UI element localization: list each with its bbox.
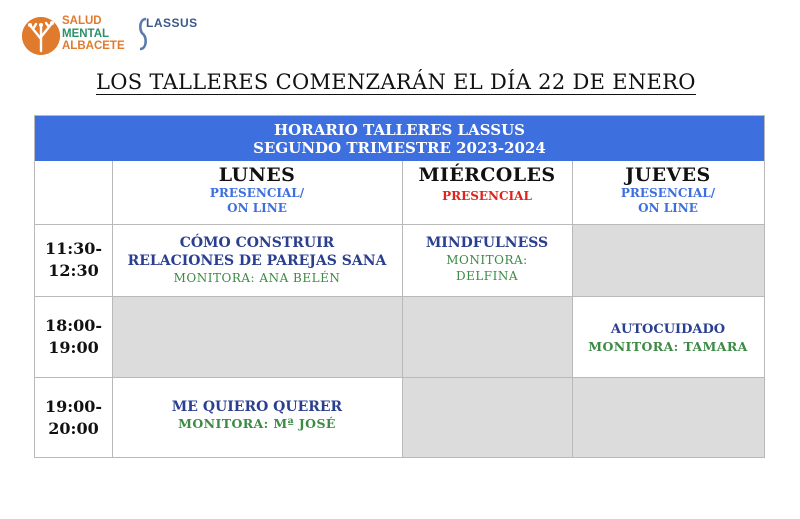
day-mode: ON LINE	[227, 201, 287, 215]
empty-cell	[112, 297, 402, 377]
workshop-title: AUTOCUIDADO	[610, 322, 726, 337]
day-header-jueves	[572, 164, 764, 216]
day-mode: PRESENCIAL	[442, 189, 532, 203]
empty-cell	[572, 225, 764, 296]
workshop-cell	[402, 234, 572, 284]
time-start: 19:00-	[44, 397, 103, 416]
workshop-monitor: DELFINA	[455, 269, 519, 283]
logo-line-2: MENTAL	[62, 27, 110, 40]
day-mode: PRESENCIAL/	[209, 186, 305, 200]
page-title-text: LOS TALLERES COMENZARÁN EL DÍA 22 DE ENERO	[96, 70, 696, 94]
schedule-table	[34, 115, 765, 458]
time-slot	[35, 238, 112, 282]
day-name: JUEVES	[625, 164, 711, 186]
workshop-monitor: MONITORA: TAMARA	[588, 339, 748, 354]
workshop-cell	[112, 234, 402, 286]
logo-wordmark	[62, 15, 125, 53]
workshop-title: RELACIONES DE PAREJAS SANA	[127, 253, 387, 269]
grid-line	[35, 296, 764, 297]
grid-line	[35, 224, 764, 225]
empty-cell	[572, 378, 764, 457]
day-name: MIÉRCOLES	[418, 164, 556, 186]
schedule-title: HORARIO TALLERES LASSUS	[273, 121, 525, 139]
time-end: 19:00	[48, 338, 99, 357]
logo	[22, 14, 198, 58]
workshop-cell	[112, 398, 402, 432]
workshop-monitor: MONITORA:	[446, 253, 528, 267]
workshop-title: CÓMO CONSTRUIR	[179, 235, 335, 251]
day-name: LUNES	[218, 164, 296, 186]
day-mode: PRESENCIAL/	[620, 186, 716, 200]
partner-name: LASSUS	[146, 16, 198, 30]
day-header-miercoles	[402, 164, 572, 204]
time-start: 11:30-	[44, 239, 103, 258]
day-mode: ON LINE	[638, 201, 698, 215]
logo-line-3: ALBACETE	[62, 40, 125, 52]
page-title	[96, 70, 716, 94]
schedule-banner	[35, 116, 764, 161]
grid-line	[35, 377, 764, 378]
time-start: 18:00-	[44, 316, 103, 335]
tree-logo-icon	[22, 17, 60, 55]
empty-cell	[402, 297, 572, 377]
time-slot	[35, 396, 112, 440]
grid-line	[402, 161, 403, 457]
workshop-monitor: MONITORA: ANA BELÉN	[173, 271, 341, 285]
time-slot	[35, 315, 112, 359]
time-end: 20:00	[48, 419, 99, 438]
workshop-title: ME QUIERO QUERER	[171, 399, 343, 415]
empty-cell	[402, 378, 572, 457]
day-header-lunes	[112, 164, 402, 216]
workshop-monitor: MONITORA: Mª JOSÉ	[178, 416, 336, 431]
schedule-subtitle: SEGUNDO TRIMESTRE 2023-2024	[253, 139, 546, 157]
workshop-title: MINDFULNESS	[425, 235, 549, 251]
workshop-cell	[572, 321, 764, 355]
time-end: 12:30	[48, 261, 99, 280]
logo-line-1: SALUD	[62, 15, 102, 27]
